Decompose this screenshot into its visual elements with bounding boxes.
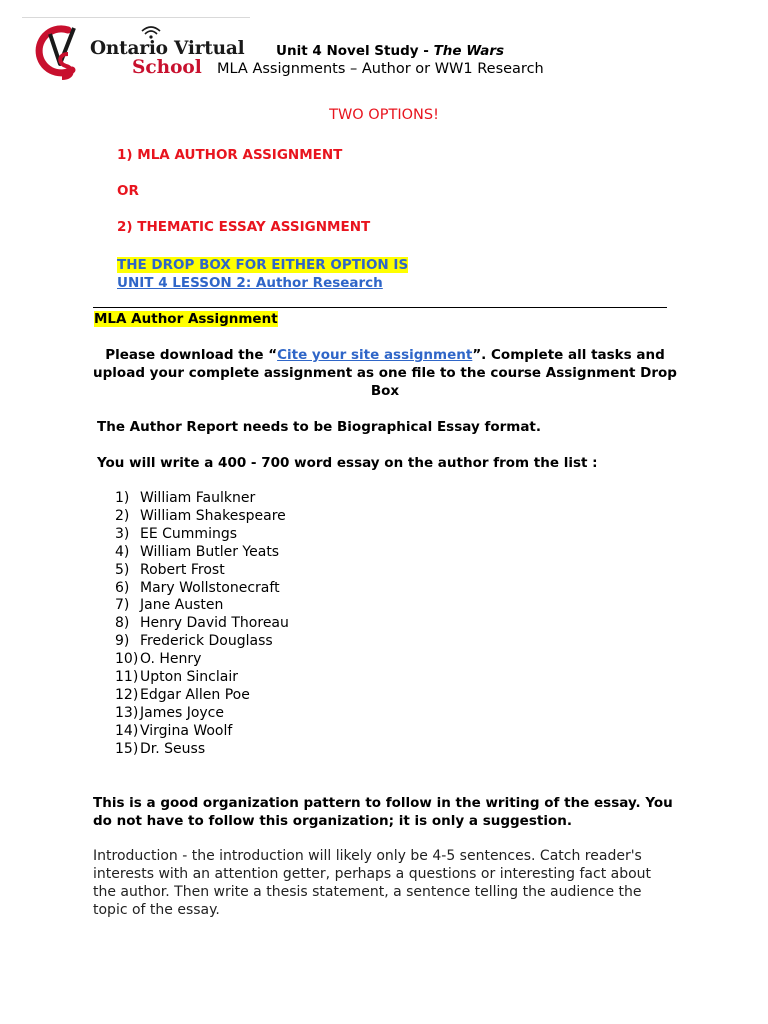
- list-item: [115, 651, 289, 669]
- course-subtitle: MLA Assignments – Author or WW1 Research: [217, 61, 544, 77]
- list-item: [115, 615, 289, 633]
- cite-your-site-link[interactable]: Cite your site assignment: [277, 347, 473, 363]
- course-title: [276, 43, 504, 59]
- author-name: Dr. Seuss: [140, 740, 206, 757]
- mla-section-title-text: MLA Author Assignment: [94, 311, 278, 327]
- author-name: William Faulkner: [140, 490, 256, 506]
- list-item-number: 12): [115, 686, 139, 703]
- author-name: Edgar Allen Poe: [140, 686, 250, 703]
- list-item-number: 10): [115, 651, 139, 668]
- list-item-number: 11): [115, 669, 139, 686]
- dropbox-link[interactable]: UNIT 4 LESSON 2: Author Research: [117, 275, 383, 291]
- author-name: Mary Wollstonecraft: [140, 579, 280, 596]
- dropbox-note: [117, 257, 408, 273]
- list-item-number: 1): [115, 490, 130, 506]
- novel-title: The Wars: [433, 43, 505, 59]
- author-name: Jane Austen: [140, 597, 224, 614]
- list-item-number: 14): [115, 722, 139, 739]
- school-logo-mark: [28, 20, 90, 82]
- option-1: 1) MLA AUTHOR ASSIGNMENT: [117, 147, 343, 163]
- list-item-number: 8): [115, 615, 130, 632]
- list-item: [115, 562, 289, 580]
- list-item: [115, 544, 289, 562]
- author-name: Upton Sinclair: [140, 669, 238, 686]
- section-divider: [93, 307, 667, 308]
- list-item: [115, 723, 289, 741]
- introduction-guidance: Introduction - the introduction will likely only be 4-5 sentences. Catch reader's interests with an attention getter, perhaps a questions or interesting fact about the author. Then write a thesis statement, a sentence telling the audience the topic of the essay.: [93, 848, 652, 918]
- dropbox-note-text: THE DROP BOX FOR EITHER OPTION IS: [117, 257, 409, 273]
- logo-divider: [22, 17, 250, 18]
- option-2: 2) THEMATIC ESSAY ASSIGNMENT: [117, 219, 371, 235]
- list-item: [115, 705, 289, 723]
- instructions-before: Please download the “: [105, 347, 278, 363]
- author-name: James Joyce: [140, 704, 224, 721]
- wifi-icon: [140, 25, 162, 39]
- options-heading: TWO OPTIONS!: [329, 107, 439, 123]
- list-item: [115, 597, 289, 615]
- word-count-note: You will write a 400 - 700 word essay on the author from the list :: [97, 455, 598, 471]
- list-item: [115, 669, 289, 687]
- list-item: [115, 633, 289, 651]
- author-name: William Shakespeare: [140, 507, 286, 524]
- list-item-number: 15): [115, 740, 139, 757]
- list-item: [115, 526, 289, 544]
- author-name: O. Henry: [140, 651, 202, 668]
- mla-section-title: [94, 311, 278, 327]
- author-name: Frederick Douglass: [140, 633, 273, 650]
- list-item: [115, 490, 289, 508]
- list-item: [115, 508, 289, 526]
- course-prefix: Unit 4 Novel Study -: [276, 43, 434, 59]
- list-item-number: 7): [115, 597, 130, 614]
- list-item-number: 13): [115, 704, 139, 721]
- instructions-after: ”. Complete all tasks and upload your complete assignment as one file to the course Assignment Drop Box: [93, 347, 677, 399]
- list-item: [115, 580, 289, 598]
- download-instructions: [93, 346, 677, 400]
- logo-text-ontario-virtual: Ontario Virtual: [90, 38, 245, 59]
- option-or: OR: [117, 183, 139, 199]
- list-item-number: 9): [115, 633, 130, 650]
- author-name: EE Cummings: [140, 525, 238, 542]
- author-list: [115, 490, 289, 759]
- list-item: [115, 741, 289, 759]
- list-item-number: 2): [115, 507, 130, 524]
- author-name: Robert Frost: [140, 561, 225, 578]
- author-name: Henry David Thoreau: [140, 615, 289, 632]
- organization-note: This is a good organization pattern to follow in the writing of the essay. You do not have to follow this organization; it is only a suggestion.: [93, 795, 673, 829]
- author-name: Virgina Woolf: [140, 722, 233, 739]
- list-item-number: 5): [115, 561, 130, 578]
- list-item-number: 4): [115, 543, 130, 560]
- list-item-number: 6): [115, 579, 130, 596]
- logo-text-school: School: [132, 57, 202, 78]
- format-note: The Author Report needs to be Biographical Essay format.: [97, 419, 542, 435]
- dropbox-link-line: [117, 275, 383, 291]
- list-item: [115, 687, 289, 705]
- author-name: William Butler Yeats: [140, 543, 280, 560]
- list-item-number: 3): [115, 525, 130, 542]
